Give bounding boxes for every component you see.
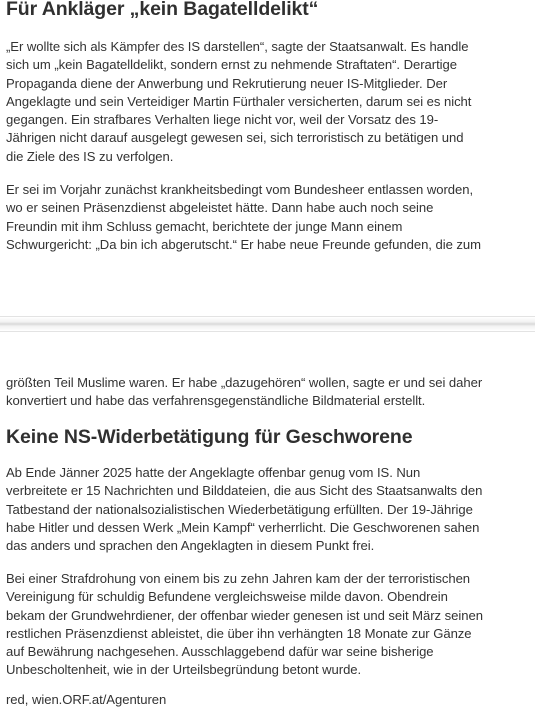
- text-line: die Ziele des IS zu verfolgen.: [6, 148, 174, 164]
- text-line: sich um „kein Bagatelldelikt, sondern ernst zu nehmende Straftaten“. Derartige: [6, 57, 457, 73]
- paragraph-defendant-background: [6, 181, 528, 254]
- text-line: Unbescholtenheit, wie in der Urteilsbegründung betont wurde.: [6, 662, 362, 678]
- text-line: konvertiert und habe das verfahrensgegenständliche Bildmaterial erstellt.: [6, 393, 426, 409]
- text-line: größten Teil Muslime waren. Er habe „dazugehören“ wollen, sagte er und sei daher: [6, 375, 483, 390]
- text-line: auf Bewährung nachgesehen. Ausschlaggebend dafür war seine bisherige: [6, 644, 434, 660]
- text-line: Tatbestand der nationalsozialistischen Wiederbetätigung erfüllten. Der 19-Jährige: [6, 501, 473, 517]
- section-heading-ns-widerbetaetigung: Keine NS-Widerbetätigung für Geschworene: [6, 426, 413, 448]
- text-line: Angeklagte und sein Verteidiger Martin Fürthaler versicherten, darum sei es nicht: [6, 93, 472, 109]
- paragraph-sentence: [6, 570, 528, 680]
- text-line: verbreitete er 15 Nachrichten und Bilddateien, die aus Sicht des Staatsanwalts den: [6, 483, 483, 499]
- source-credit: red, wien.ORF.at/Agenturen: [6, 692, 167, 707]
- text-line: habe Hitler und dessen Werk „Mein Kampf“ verherrlicht. Die Geschworenen sahen: [6, 519, 480, 535]
- text-line: Bei einer Strafdrohung von einem bis zu zehn Jahren kam der der terroristischen: [6, 571, 471, 586]
- text-line: Vereinigung für schuldig Befundene vergleichsweise milde davon. Obendrein: [6, 589, 448, 605]
- paragraph-ns-content: [6, 464, 528, 555]
- article-page-bottom: [0, 330, 535, 715]
- text-line: restlichen Präsenzdienst ableistet, die über ihn verhängten 18 Monate zur Gänze: [6, 625, 472, 641]
- paragraph-prosecutor-statement: [6, 38, 528, 166]
- text-line: gegangen. Ein strafbares Verhalten liege nicht vor, weil der Vorsatz des 19-: [6, 112, 439, 128]
- text-line: „Er wollte sich als Kämpfer des IS darstellen“, sagte der Staatsanwalt. Es handle: [6, 39, 469, 54]
- text-line: Schwurgericht: „Da bin ich abgerutscht.“ Er habe neue Freunde gefunden, die zum: [6, 236, 481, 252]
- text-line: wo er seinen Präsenzdienst abgeleistet hätte. Dann habe auch noch seine: [6, 200, 434, 216]
- section-heading-anklaeger: Für Ankläger „kein Bagatelldelikt“: [6, 0, 319, 20]
- text-line: Ab Ende Jänner 2025 hatte der Angeklagte offenbar genug vom IS. Nun: [6, 465, 421, 480]
- text-line: Freundin mit ihm Schluss gemacht, berichtete der junge Mann einem: [6, 218, 403, 234]
- paragraph-continuation: [6, 374, 528, 411]
- text-line: Propaganda diene der Anwerbung und Rekrutierung neuer IS-Mitglieder. Der: [6, 75, 448, 91]
- text-line: Jährigen nicht darauf ausgelegt gewesen sei, sich terroristisch zu betätigen und: [6, 130, 464, 146]
- article-page-top: [0, 0, 535, 300]
- text-line: bekam der Grundwehrdiener, der offenbar wieder genesen ist und seit März seinen: [6, 607, 483, 623]
- text-line: das anders und sprachen den Angeklagten in diesem Punkt frei.: [6, 538, 375, 554]
- text-line: Er sei im Vorjahr zunächst krankheitsbedingt vom Bundesheer entlassen worden,: [6, 182, 474, 197]
